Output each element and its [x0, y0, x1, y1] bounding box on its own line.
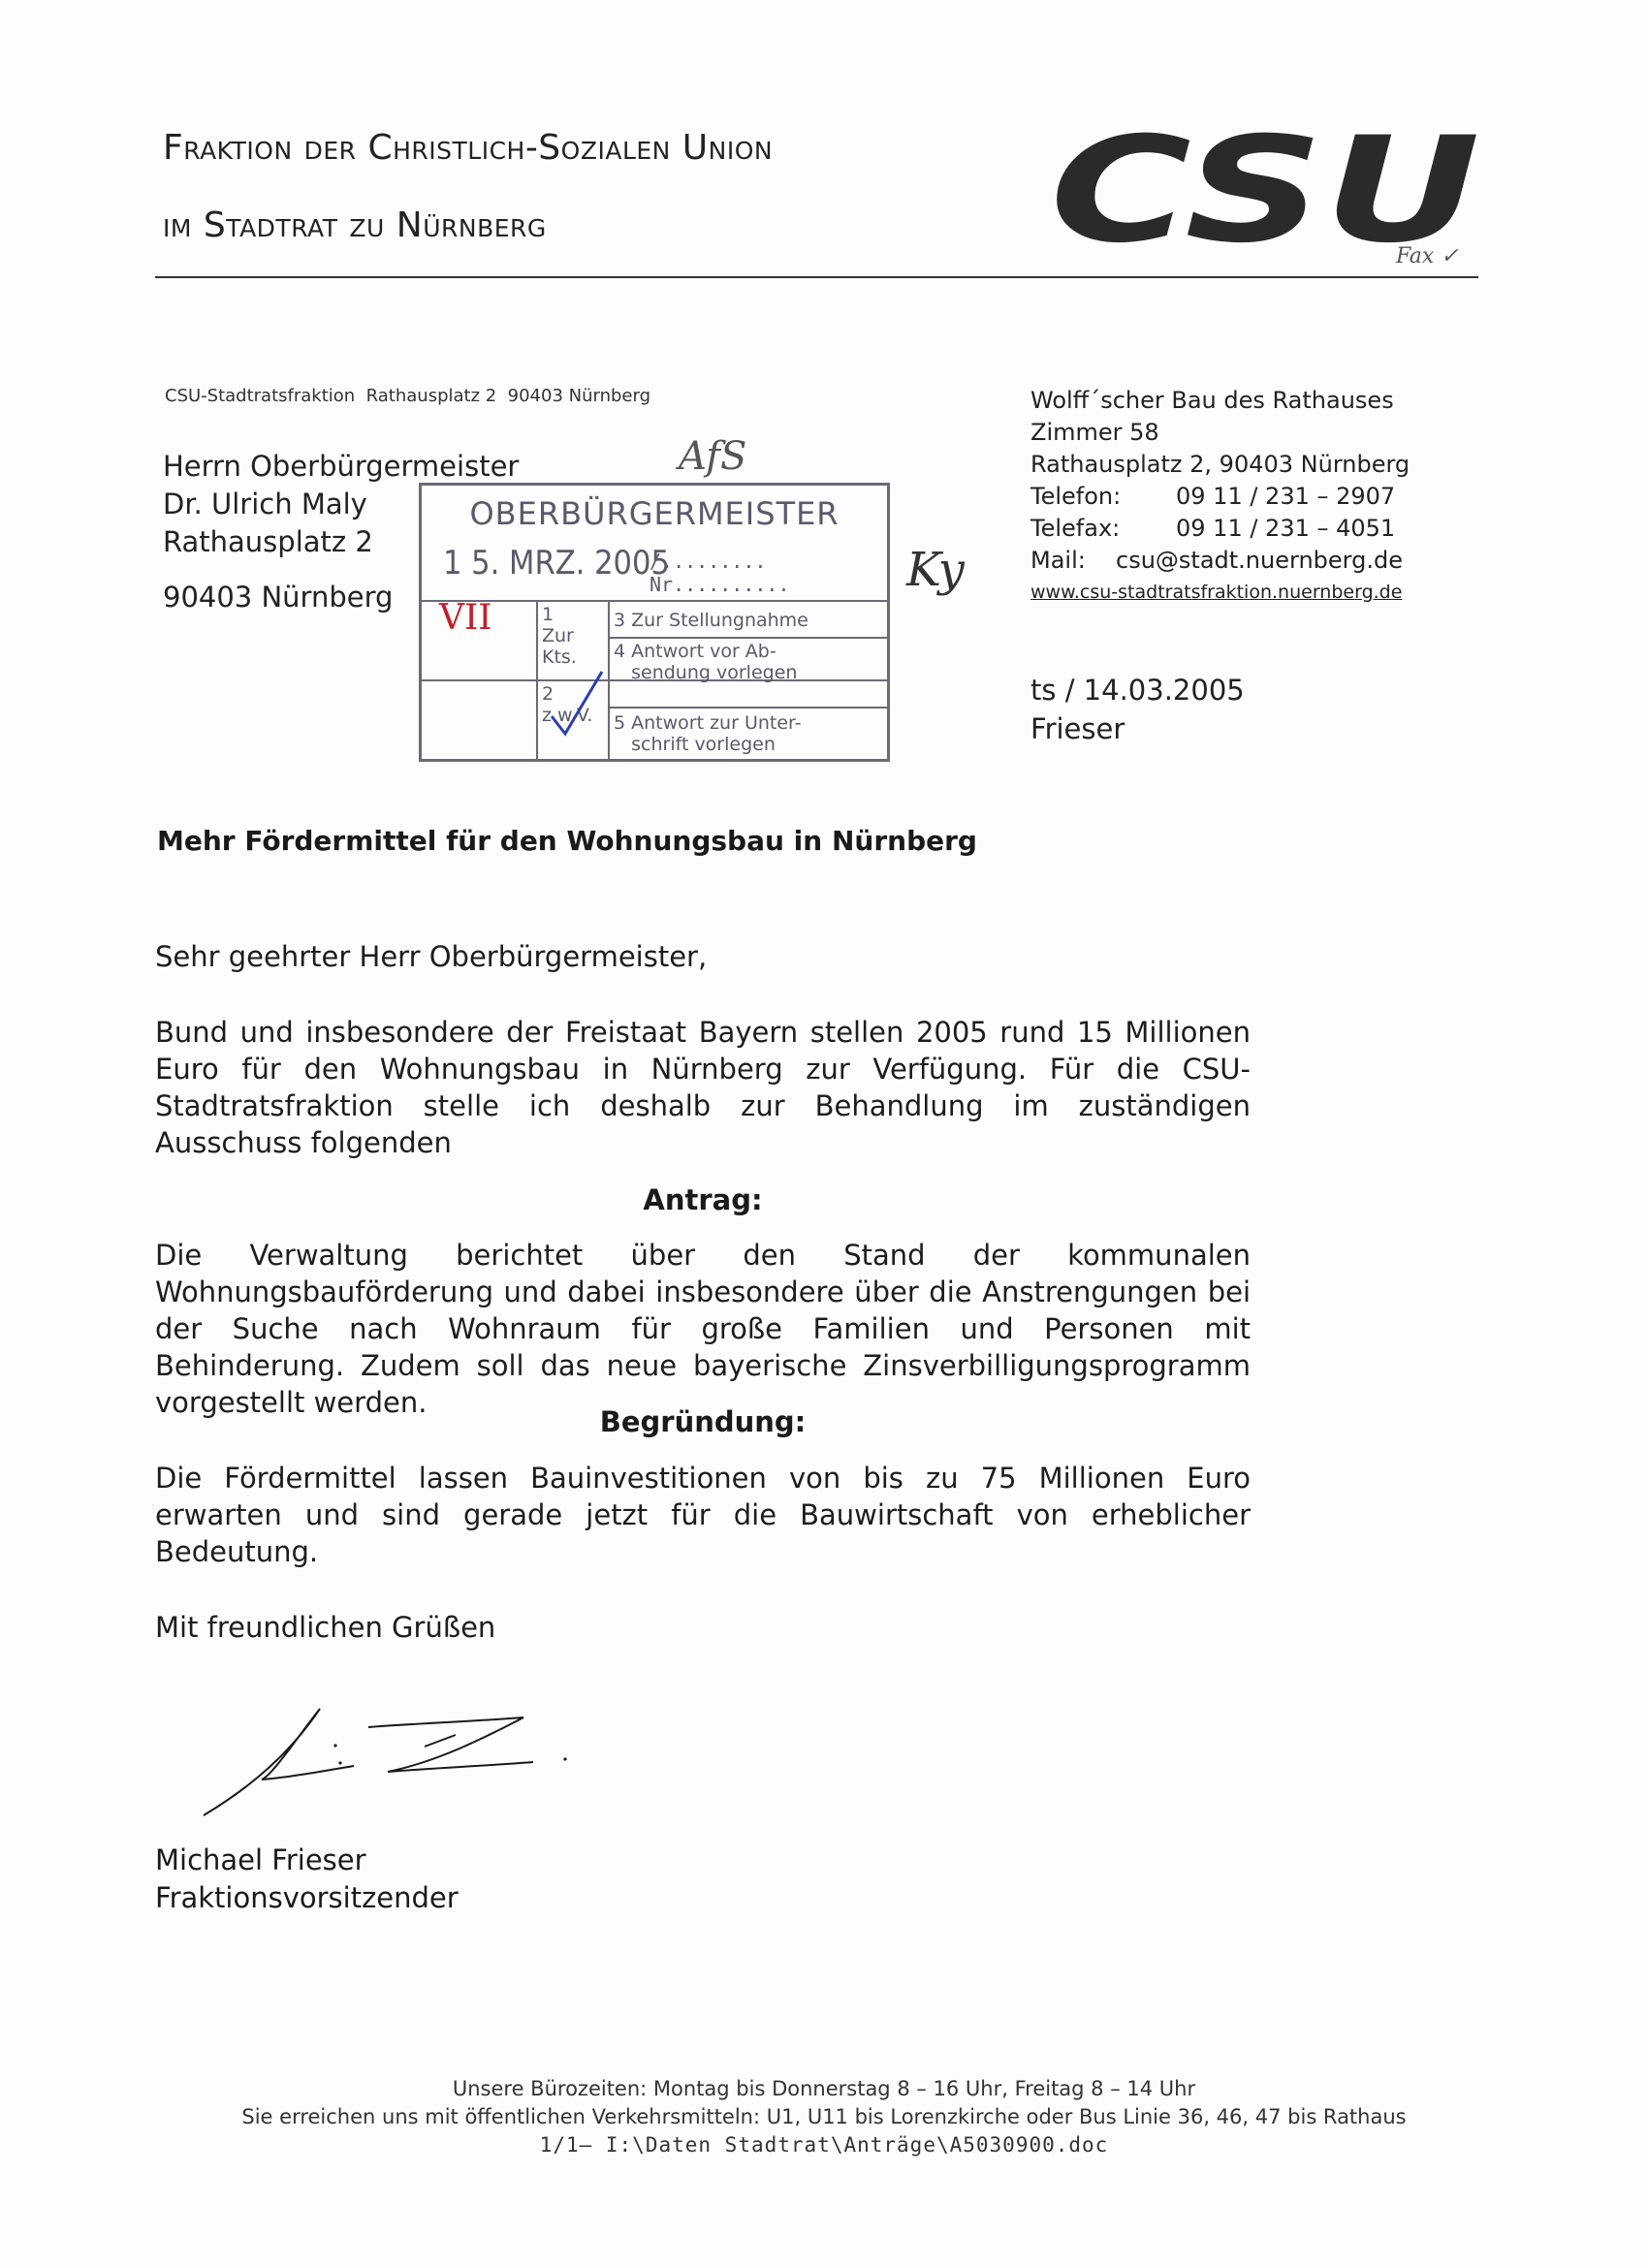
paragraph-intro: Bund und insbesondere der Freistaat Bayern stellen 2005 rund 15 Millionen Euro für den Wohnungsbau in Nürnberg zur Verfügung. Für die CSU-Stadtratsfraktion stelle ich deshalb zur Behandlung im zuständigen Ausschuss folgenden — [155, 1016, 1251, 1159]
header-rule — [155, 276, 1478, 278]
csu-logo — [1042, 126, 1488, 252]
phone-label: Telefon: — [1030, 483, 1122, 510]
recipient-line3: Rathausplatz 2 — [163, 525, 373, 558]
handwritten-initials: Ky — [906, 543, 965, 597]
reference-date: ts / 14.03.2005 — [1030, 674, 1245, 707]
mail-label: Mail: — [1030, 547, 1086, 574]
blue-checkmark-icon — [544, 668, 612, 745]
recipient-line4: 90403 Nürnberg — [163, 581, 394, 614]
sender-return-address: CSU-Stadtratsfraktion Rathausplatz 2 90403 Nürnberg — [165, 386, 651, 406]
signer-title: Fraktionsvorsitzender — [155, 1881, 459, 1914]
mail-address[interactable]: csu@stadt.nuernberg.de — [1116, 547, 1403, 574]
footer-office-hours: Unsere Bürozeiten: Montag bis Donnerstag 8 – 16 Uhr, Freitag 8 – 14 Uhr — [452, 2077, 1196, 2100]
fax-handwritten-note: Fax ✓ — [1396, 244, 1459, 268]
stamp-number: /......... Nr.......... — [650, 550, 790, 596]
stamp-title: OBERBÜRGERMEISTER — [469, 495, 840, 532]
salutation: Sehr geehrter Herr Oberbürgermeister, — [155, 940, 708, 973]
letterhead-line2: im Stadtrat zu Nürnberg — [163, 205, 547, 245]
fax-label: Telefax: — [1030, 515, 1121, 542]
stamp-cell-2: 2 z.w.V. — [542, 683, 593, 726]
contact-street: Rathausplatz 2, 90403 Nürnberg — [1030, 451, 1410, 478]
paragraph-antrag: Die Verwaltung berichtet über den Stand der kommunalen Wohnungsbauförderung und dabei insbesondere über die Anstrengungen bei der Suche nach Wohnraum für große Familien und Personen mit Behinderung. Zudem soll das neue bayerische Zinsverbilligungsprogramm vorgestellt werden. — [155, 1239, 1251, 1419]
reference-author: Frieser — [1030, 712, 1125, 745]
paragraph-begruendung: Die Fördermittel lassen Bauinvestitionen von bis zu 75 Millionen Euro erwarten und sind gerade jetzt für die Bauwirtschaft von erheblicher Bedeutung. — [155, 1462, 1251, 1568]
contact-building: Wolff´scher Bau des Rathauses — [1030, 387, 1394, 414]
handwritten-afs: AfS — [679, 434, 747, 479]
handwritten-signature — [194, 1685, 582, 1830]
phone-number: 09 11 / 231 – 2907 — [1176, 483, 1396, 510]
reference-block — [1030, 671, 1245, 748]
letterhead-line1: Fraktion der Christlich-Sozialen Union — [163, 128, 774, 168]
signer-name: Michael Frieser — [155, 1843, 366, 1876]
contact-room: Zimmer 58 — [1030, 419, 1159, 446]
csu-logo-text: CSU — [1050, 126, 1480, 252]
received-stamp — [419, 483, 890, 762]
recipient-line1: Herrn Oberbürgermeister — [163, 450, 520, 483]
contact-fax-row — [1030, 513, 1410, 545]
signer-block — [155, 1842, 459, 1917]
closing: Mit freundlichen Grüßen — [155, 1611, 496, 1644]
stamp-cell-4: 4 Antwort vor Ab- sendung vorlegen — [614, 641, 798, 683]
heading-antrag: Antrag: — [643, 1183, 763, 1216]
footer-transit: Sie erreichen uns mit öffentlichen Verkehrsmitteln: U1, U11 bis Lorenzkirche oder Bus Linie 36, 46, 47 bis Rathaus — [241, 2105, 1407, 2128]
stamp-grid — [422, 600, 887, 761]
contact-phone-row — [1030, 481, 1410, 513]
letter-subject: Mehr Fördermittel für den Wohnungsbau in Nürnberg — [157, 825, 977, 857]
recipient-line2: Dr. Ulrich Maly — [163, 488, 367, 520]
stamp-cell-3: 3 Zur Stellungnahme — [614, 610, 808, 631]
website-link[interactable]: www.csu-stadtratsfraktion.nuernberg.de — [1030, 582, 1403, 603]
heading-begruendung: Begründung: — [599, 1405, 807, 1438]
footer-file-path: 1/1– I:\Daten Stadtrat\Anträge\A5030900.doc — [539, 2133, 1109, 2157]
contact-block — [1030, 385, 1410, 609]
stamp-date: 1 5. MRZ. 2005 — [443, 544, 670, 583]
stamp-cell-1: 1 Zur Kts. — [542, 604, 577, 668]
stamp-handwritten-mark: VII — [439, 598, 492, 638]
fax-number: 09 11 / 231 – 4051 — [1176, 515, 1396, 542]
stamp-cell-5: 5 Antwort zur Unter- schrift vorlegen — [614, 712, 802, 755]
contact-mail-row — [1030, 545, 1410, 577]
